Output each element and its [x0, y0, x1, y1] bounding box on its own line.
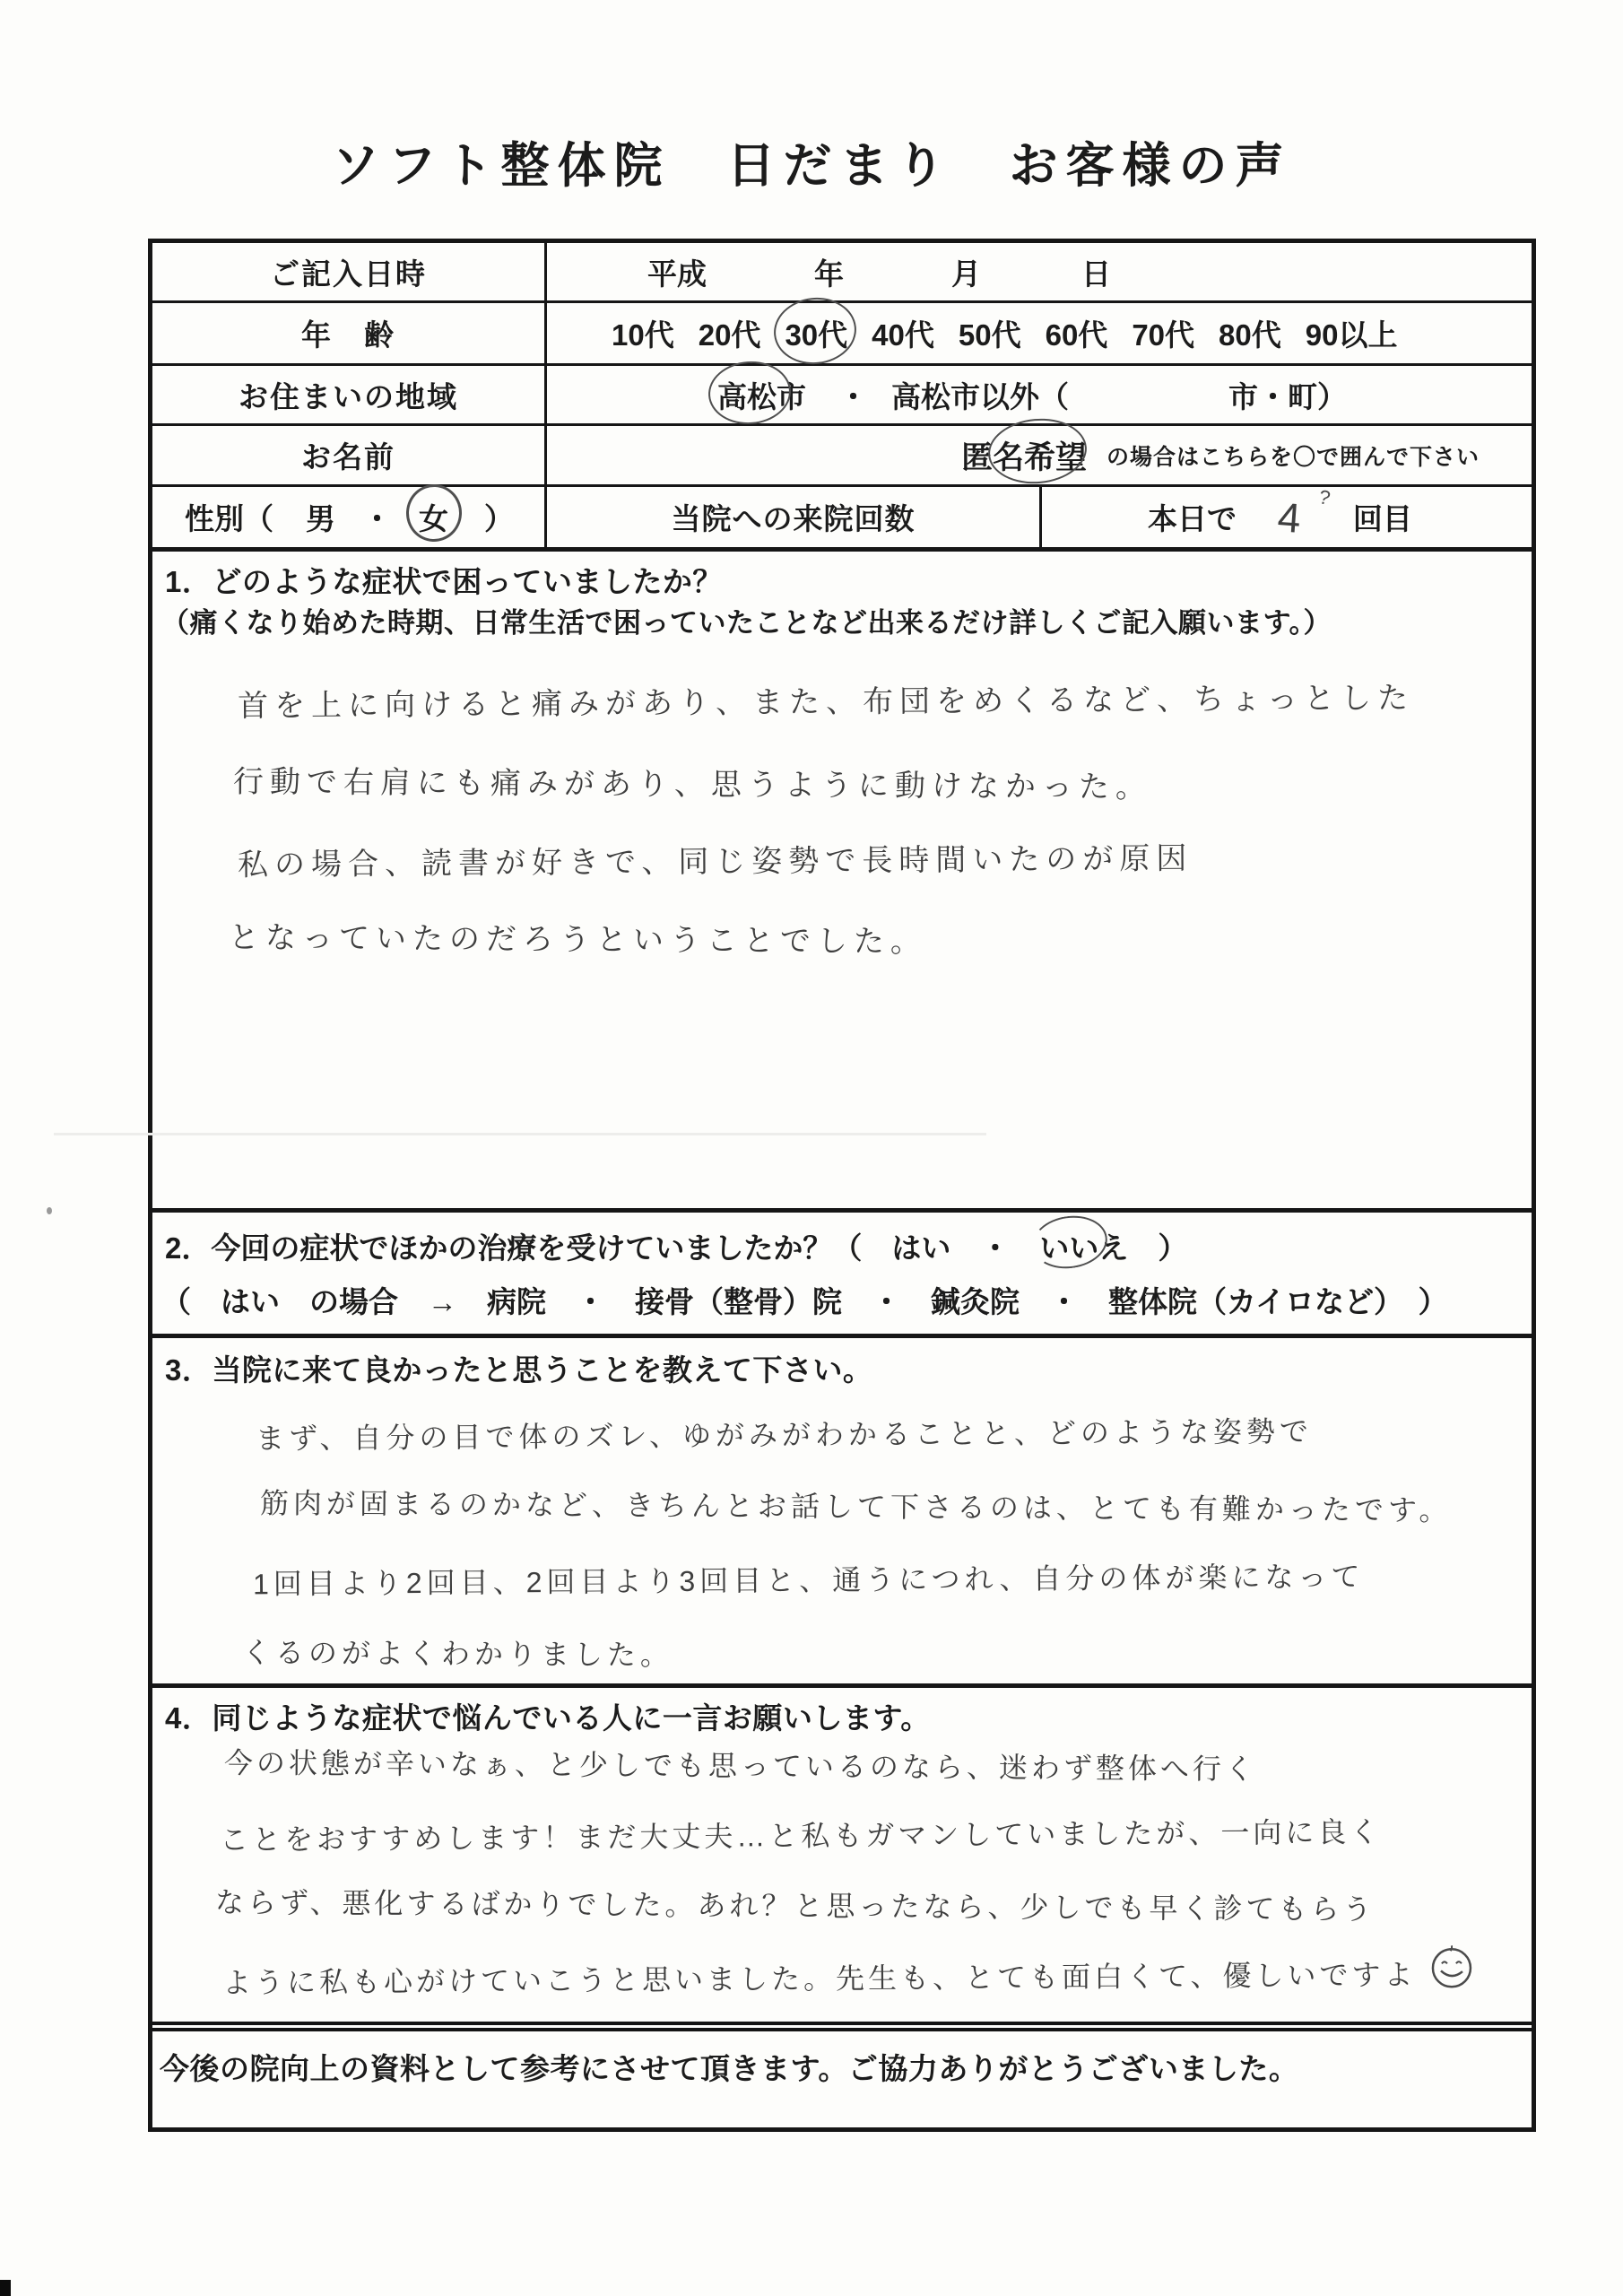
q1-subtitle: （痛くなり始めた時期、日常生活で困っていたことなど出来るだけ詳しくご記入願います。） — [161, 607, 1332, 639]
age-option-70s: 70代 — [1132, 318, 1195, 352]
q4-title: 4．同じような症状で悩んでいる人に一言お願いします。 — [165, 1701, 931, 1735]
handwritten-answer-line: 1回目より2回目、2回目より3回目と、通うにつれ、自分の体が楽になって — [252, 1560, 1365, 1601]
row-age — [152, 300, 1532, 363]
date-month-label: 月 — [951, 257, 981, 291]
handwritten-answer-line: ことをおすすめします！まだ大丈夫…と私もガマンしていましたが、一向に良く — [219, 1815, 1383, 1857]
visits-suffix: 回目 — [1352, 502, 1412, 535]
row-date — [152, 243, 1532, 300]
visits-label: 当院への来院回数 — [547, 487, 1042, 547]
handwritten-answer-line: ならず、悪化するばかりでした。あれ？と思ったなら、少しでも早く診てもらう — [214, 1886, 1376, 1926]
age-option-90plus: 90以上 — [1305, 318, 1398, 352]
area-option-other-suffix: 市・町） — [1228, 379, 1347, 413]
gender-field — [152, 487, 547, 547]
section-q3 — [152, 1334, 1532, 1683]
name-label: お名前 — [152, 426, 547, 484]
gender-separator-dot: ・ — [362, 502, 392, 535]
page-title: ソフト整体院 日だまり お客様の声 — [331, 139, 1292, 193]
date-day-label: 日 — [1081, 257, 1111, 291]
form-table — [148, 239, 1536, 2132]
date-value-cell — [547, 243, 1532, 300]
age-options — [547, 303, 1532, 363]
scan-artifact-dot — [47, 1207, 52, 1214]
q2-title-prefix: 2．今回の症状でほかの治療を受けていましたか？（ はい ・ — [165, 1231, 1040, 1265]
age-option-30s: 30代 — [785, 318, 848, 352]
visits-prefix: 本日で — [1148, 502, 1237, 535]
row-name — [152, 423, 1532, 484]
smiley-face-icon — [1428, 1944, 1475, 1990]
scan-artifact-line — [54, 1133, 986, 1135]
area-options — [547, 366, 1532, 423]
age-option-30s-selected — [785, 312, 847, 354]
handwritten-answer-line: まず、自分の目で体のズレ、ゆがみがわかることと、どのような姿勢で — [255, 1414, 1314, 1456]
age-option-60s: 60代 — [1045, 318, 1108, 352]
section-q2 — [152, 1208, 1532, 1334]
gender-label-prefix: 性別（ — [185, 502, 273, 535]
footer-thankyou-note: 今後の院向上の資料として参考にさせて頂きます。ご協力ありがとうございました。 — [152, 2022, 1532, 2127]
gender-option-female: 女 — [419, 502, 448, 535]
age-label: 年 齢 — [152, 303, 547, 363]
age-option-40s: 40代 — [872, 318, 934, 352]
anonymous-note: の場合はこちらを〇で囲んで下さい — [1107, 444, 1480, 470]
date-label: ご記入日時 — [152, 243, 547, 300]
date-era: 平成 — [647, 257, 707, 291]
q2-followup-line: （ はい の場合 → 病院 ・ 接骨（整骨）院 ・ 鍼灸院 ・ 整体院（カイロなど） ） — [161, 1285, 1448, 1318]
area-option-takamatsu-selected — [717, 374, 806, 416]
handwritten-answer-line: 私の場合、読書が好きで、同じ姿勢で長時間いたのが原因 — [237, 841, 1193, 883]
visits-count-handwritten: 4 — [1276, 492, 1303, 542]
q2-option-no: いいえ — [1039, 1231, 1129, 1265]
anonymous-option-selected — [961, 433, 1087, 478]
visits-question-mark: ? — [1316, 484, 1332, 509]
anonymous-option: 匿名希望 — [961, 439, 1088, 475]
gender-option-female-selected — [419, 496, 448, 538]
handwritten-answer-line: くるのがよくわかりました。 — [241, 1636, 674, 1672]
q2-option-no-selected — [1039, 1225, 1128, 1267]
gender-option-male: 男 — [306, 502, 335, 535]
q2-title-line — [165, 1225, 1187, 1267]
handwritten-answer-line: となっていたのだろうということでした。 — [228, 920, 928, 960]
scan-artifact-corner — [0, 2280, 11, 2296]
gender-label-suffix: ） — [484, 502, 514, 535]
area-option-takamatsu: 高松市 — [717, 379, 806, 413]
q3-title: 3．当院に来て良かったと思うことを教えて下さい。 — [165, 1353, 873, 1387]
area-label: お住まいの地域 — [152, 366, 547, 423]
handwritten-answer-line: 今の状態が辛いなぁ、と少しでも思っているのなら、迷わず整体へ行く — [223, 1746, 1258, 1786]
area-separator-dot: ・ — [838, 379, 868, 413]
handwritten-answer-line: 筋肉が固まるのかなど、きちんとお話して下さるのは、とても有難かったです。 — [259, 1486, 1453, 1527]
handwritten-answer-line: ように私も心がけていこうと思いました。先生も、とても面白くて、優しいですよ — [221, 1958, 1417, 1999]
name-value-cell — [547, 426, 1532, 484]
handwritten-answer-line: 首を上に向けると痛みがあり、また、布団をめくるなど、ちょっとした — [237, 681, 1415, 724]
handwritten-answer-line: 行動で右肩にも痛みがあり、思うように動けなかった。 — [232, 764, 1153, 805]
q1-title: 1．どのような症状で困っていましたか？ — [165, 565, 723, 598]
q2-title-suffix: ） — [1128, 1231, 1188, 1265]
date-year-label: 年 — [814, 257, 844, 291]
age-option-50s: 50代 — [958, 318, 1021, 352]
area-option-other: 高松市以外（ — [891, 379, 1069, 413]
age-option-20s: 20代 — [698, 318, 761, 352]
age-option-80s: 80代 — [1219, 318, 1281, 352]
section-q4 — [152, 1683, 1532, 2022]
visits-value-cell — [1042, 484, 1532, 547]
age-option-10s: 10代 — [612, 318, 674, 352]
row-gender-visits — [152, 484, 1532, 547]
section-q1 — [152, 547, 1532, 1208]
handwritten-answer-line-with-smiley — [222, 1949, 1476, 2005]
row-area — [152, 363, 1532, 423]
